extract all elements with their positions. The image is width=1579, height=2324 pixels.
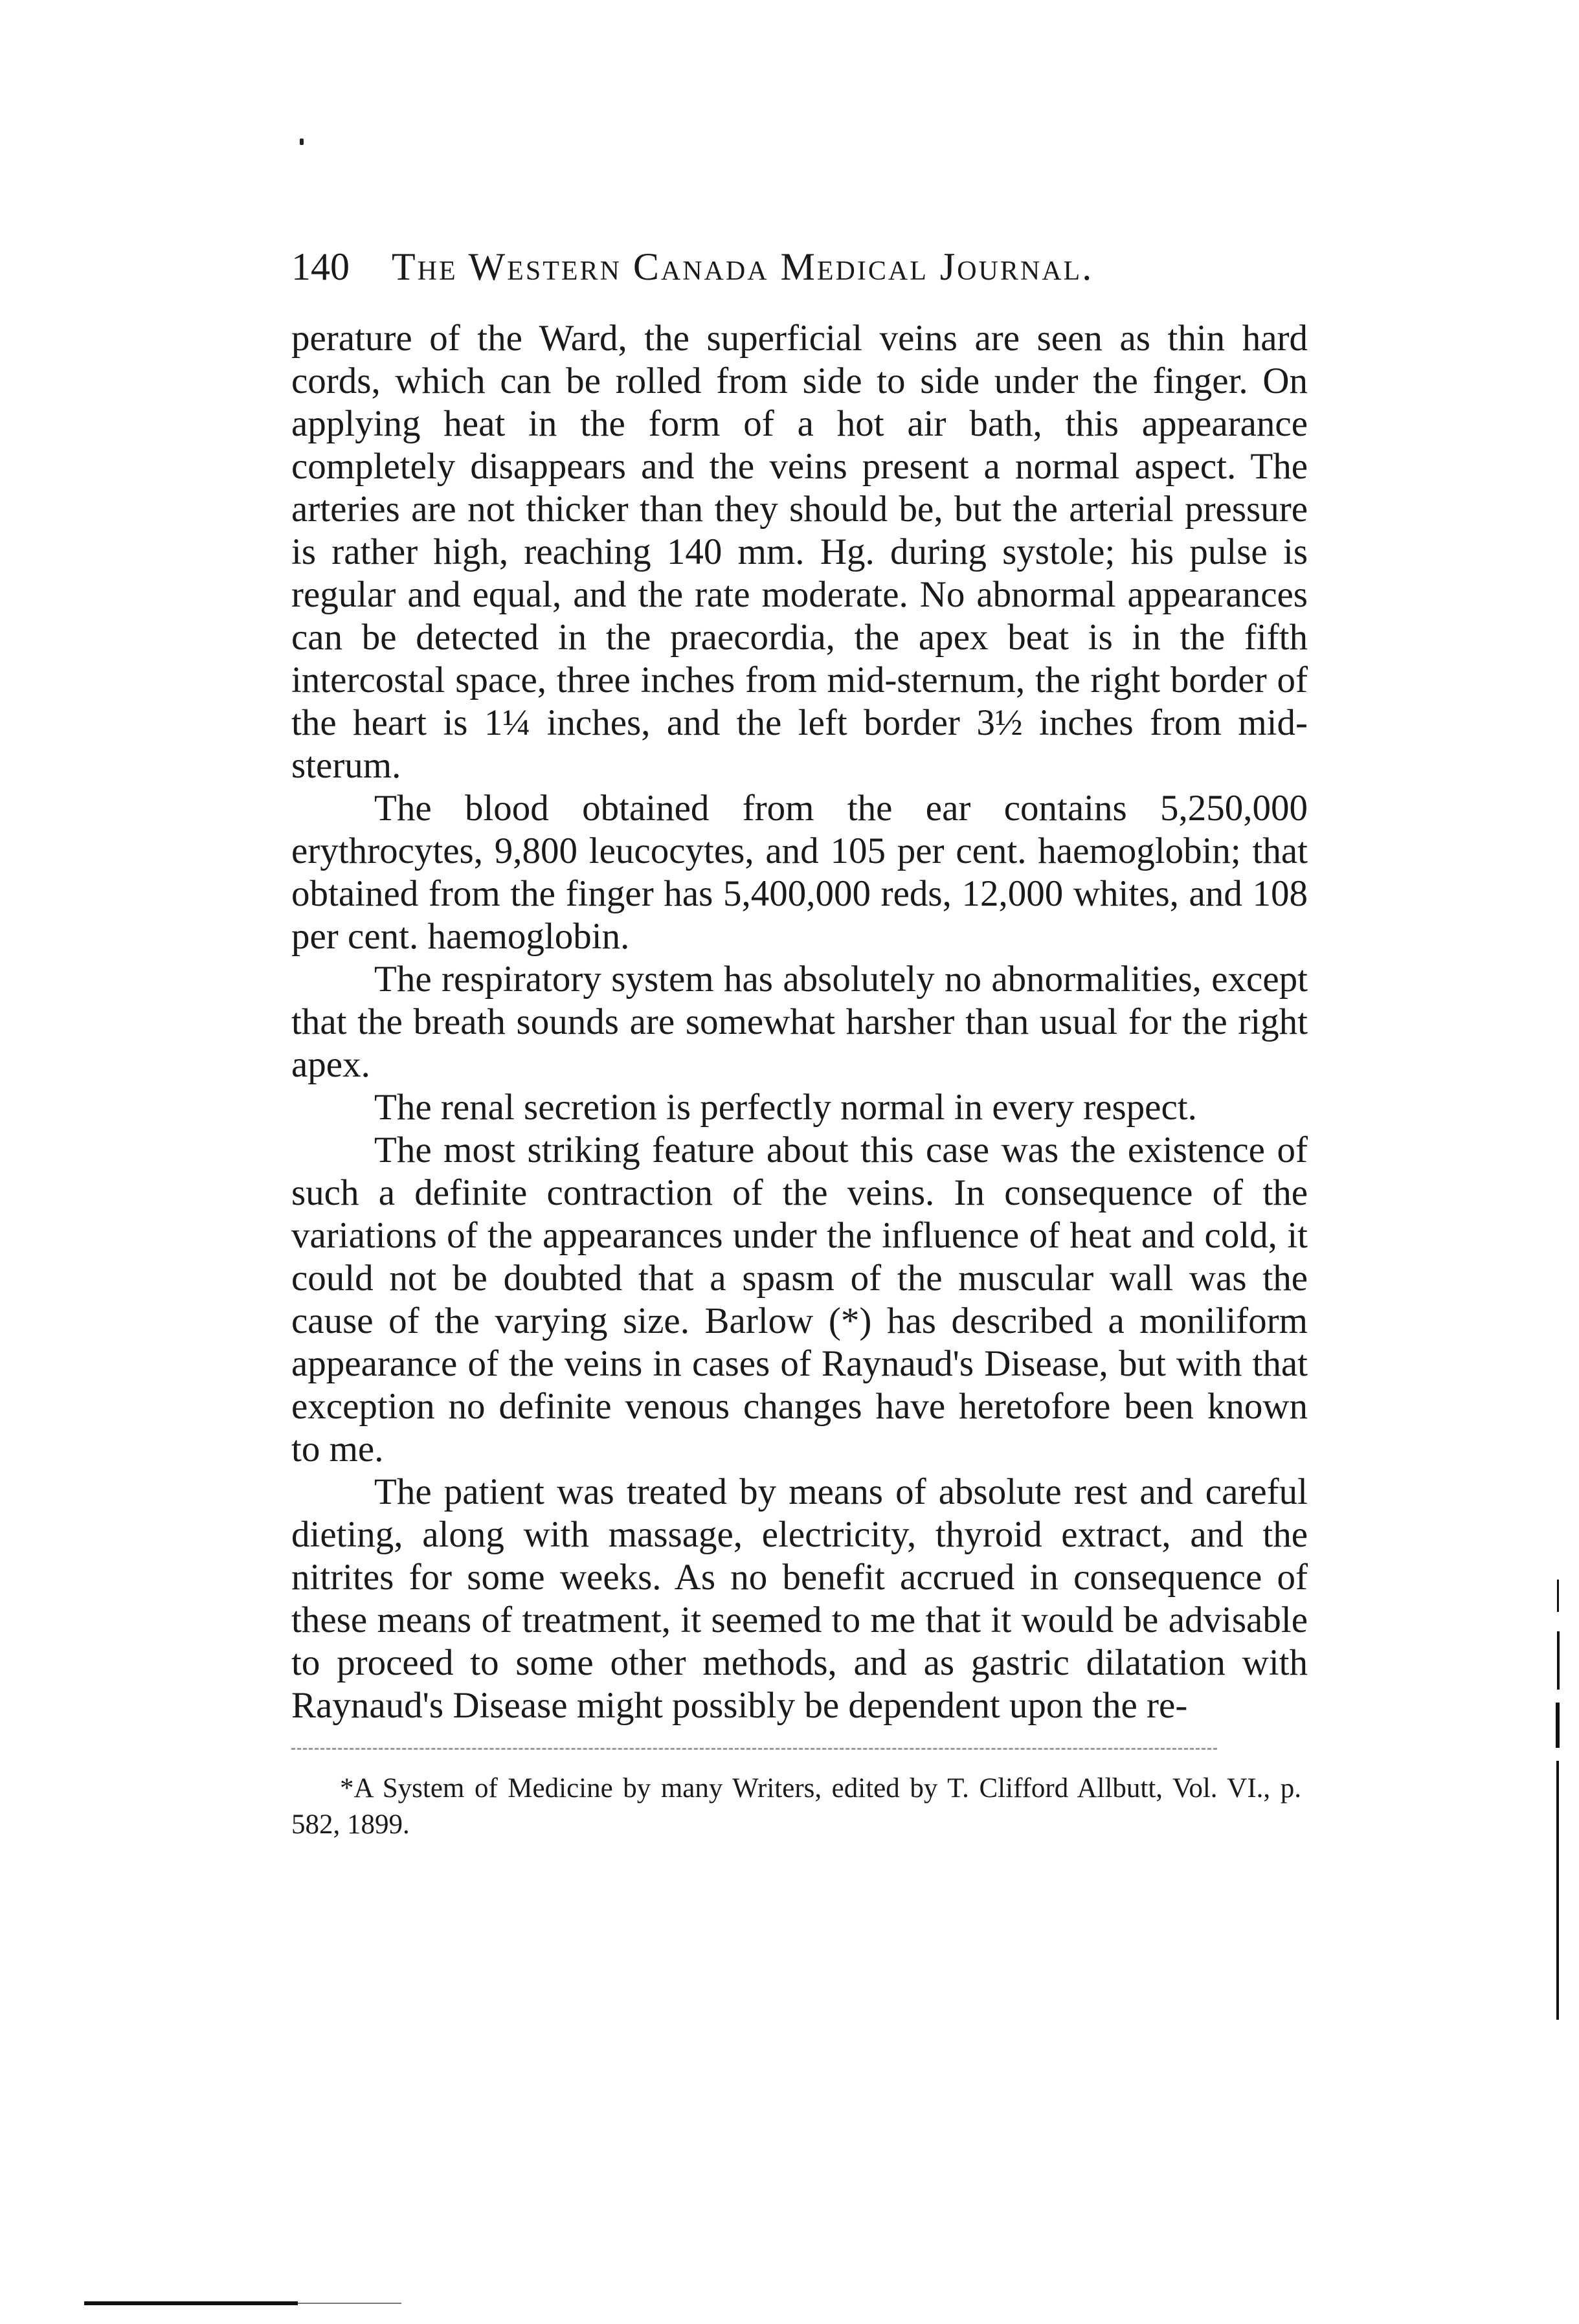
scan-edge-mark — [1557, 1580, 1559, 1612]
footnote-text: *A System of Medicine by many Writers, edited by T. Clifford Allbutt, Vol. VI., p. 582, 1899. — [291, 1773, 1301, 1840]
scan-edge-mark — [1556, 1703, 1560, 1748]
page-number: 140 — [291, 245, 350, 288]
scan-bottom-mark — [84, 2301, 298, 2305]
footnote-rule — [291, 1748, 1217, 1750]
paragraph-treatment: The patient was treated by means of absolute rest and careful dieting, along with massage, electricity, thyroid extract, and the nitrites for some weeks. As no benefit accrued in consequence of these means of treatment, it seemed to me that it would be advisable to proceed to some other methods, and as gastric dilatation with Raynaud's Disease might possibly be dependent upon the re- — [291, 1471, 1308, 1726]
paragraph-renal: The renal secretion is perfectly normal in every respect. — [374, 1087, 1197, 1128]
footnote — [291, 1771, 1301, 1843]
article-body — [291, 317, 1308, 1727]
scan-bottom-mark — [298, 2303, 401, 2304]
scan-speck — [300, 139, 304, 145]
scan-edge-mark — [1557, 1631, 1560, 1690]
paragraph-continuation: perature of the Ward, the superficial veins are seen as thin hard cords, which can be rolled from side to side under the finger. On applying heat in the form of a hot air bath, this appearance completely disappears and the veins present a normal aspect. The arteries are not thicker than they should be, but the arterial pressure is rather high, reaching 140 mm. Hg. during systole; his pulse is regular and equal, and the rate moderate. No abnormal appearances can be detected in the praecordia, the apex beat is in the fifth intercostal space, three inches from mid-sternum, the right border of the heart is 1¼ inches, and the left border 3½ inches from mid-sterum. — [291, 318, 1308, 786]
scan-edge-mark — [1556, 1761, 1559, 2020]
paragraph-respiratory: The respiratory system has absolutely no abnormalities, except that the breath sounds are somewhat harsher than usual for the right apex. — [291, 959, 1308, 1085]
running-header — [291, 241, 1295, 293]
journal-title: The Western Canada Medical Journal. — [392, 245, 1094, 288]
paragraph-blood: The blood obtained from the ear contains 5,250,000 erythrocytes, 9,800 leucocytes, and 105 per cent. haemoglobin; that obtained from the finger has 5,400,000 reds, 12,000 whites, and 108 per cent. haemoglobin. — [291, 788, 1308, 957]
paragraph-veins: The most striking feature about this case was the existence of such a definite contraction of the veins. In consequence of the variations of the appearances under the influence of heat and cold, it could not be doubted that a spasm of the muscular wall was the cause of the varying size. Barlow (*) has described a moniliform appearance of the veins in cases of Raynaud's Disease, but with that exception no definite venous changes have heretofore been known to me. — [291, 1130, 1308, 1469]
